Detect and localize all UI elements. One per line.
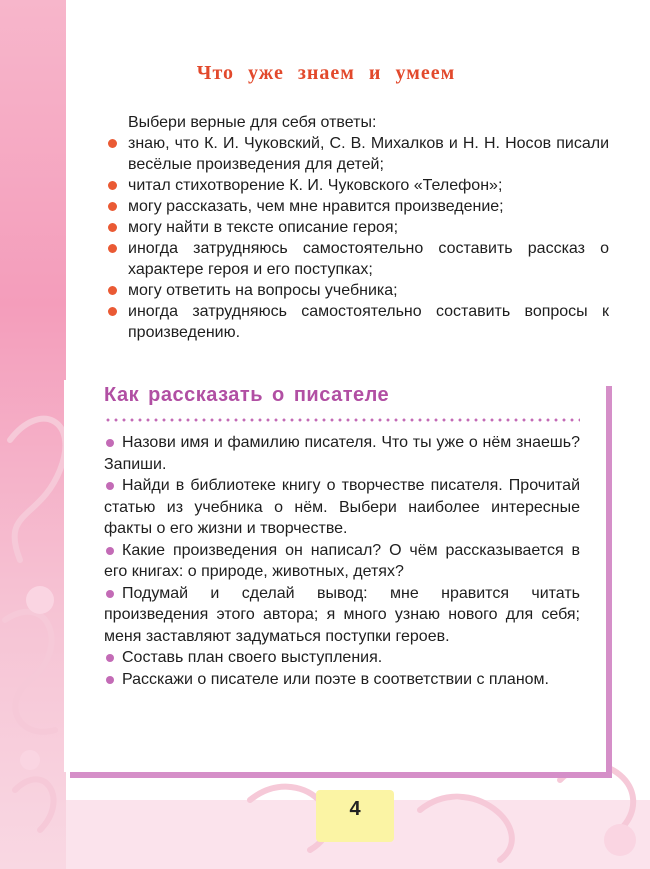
list-item: иногда затрудняюсь самостоятельно составить рассказ о характере героя и его поступках; — [104, 238, 609, 280]
card-title: Как рассказать о писателе — [104, 384, 390, 406]
list-item: могу найти в тексте описание героя; — [104, 217, 609, 238]
bullet-icon — [106, 676, 114, 684]
bullet-icon — [106, 590, 114, 598]
bullet-icon — [106, 547, 114, 555]
bullet-icon — [108, 139, 117, 148]
bullet-icon — [108, 181, 117, 190]
list-item: Назови имя и фамилию писателя. Что ты уже о нём знаешь? Запиши. — [104, 434, 580, 473]
list-item: читал стихотворение К. И. Чуковского «Телефон»; — [104, 175, 609, 196]
answers-list — [104, 133, 609, 343]
list-item: Какие произведения он написал? О чём рассказывается в его книгах: о природе, животных, детях? — [104, 541, 580, 580]
dotted-divider — [104, 418, 580, 422]
list-item: Расскажи о писателе или поэте в соответствии с планом. — [104, 669, 580, 691]
bullet-icon — [106, 482, 114, 490]
bullet-icon — [108, 244, 117, 253]
bullet-icon — [108, 286, 117, 295]
bullet-icon — [106, 654, 114, 662]
page-number: 4 — [316, 790, 394, 842]
tips-list — [104, 432, 580, 690]
list-item: могу рассказать, чем мне нравится произведение; — [104, 196, 609, 217]
list-item: знаю, что К. И. Чуковский, С. В. Михалков и Н. Н. Носов писали весёлые произведения для детей; — [104, 133, 609, 175]
bullet-icon — [108, 223, 117, 232]
intro-text: Выбери верные для себя ответы: — [128, 114, 377, 131]
list-item: могу ответить на вопросы учебника; — [104, 280, 609, 301]
page-heading: Что уже знаем и умеем — [196, 62, 456, 84]
list-item: Составь план своего выступления. — [104, 647, 580, 669]
list-item: иногда затрудняюсь самостоятельно составить вопросы к произведению. — [104, 301, 609, 343]
bullet-icon — [108, 307, 117, 316]
bullet-icon — [106, 439, 114, 447]
list-item: Подумай и сделай вывод: мне нравится читать произведения этого автора; я много узнаю нового для себя; меня заставляют задуматься поступки героев. — [104, 584, 580, 645]
list-item: Найди в библиотеке книгу о творчестве писателя. Прочитай статью из учебника о нём. Выбери наиболее интересные факты о его жизни и творчестве. — [104, 477, 580, 537]
bullet-icon — [108, 202, 117, 211]
